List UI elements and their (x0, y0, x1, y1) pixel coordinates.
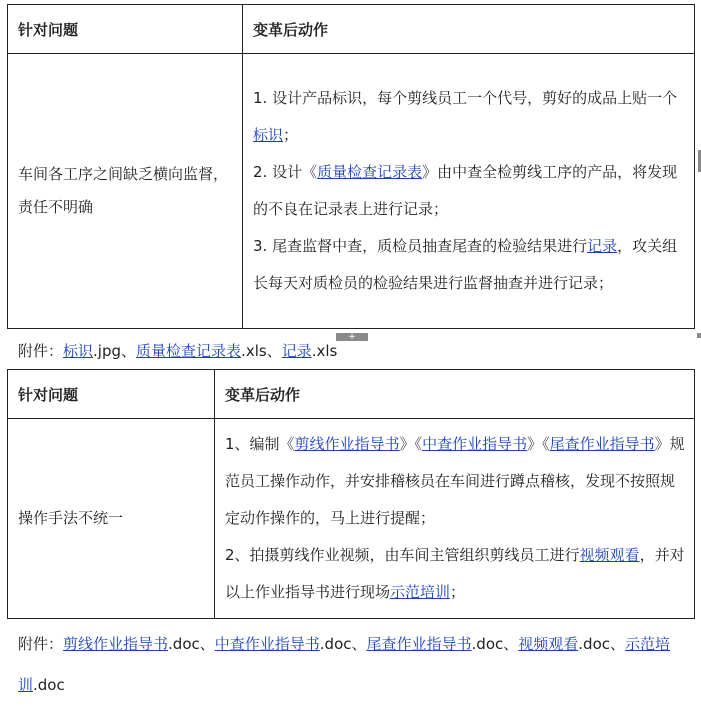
attachment-file-link[interactable]: 示范培训 (18, 635, 671, 694)
table-1-problem-cell: 车间各工序之间缺乏横向监督，责任不明确 (8, 54, 243, 329)
link-video-watch[interactable]: 视频观看 (579, 546, 640, 564)
table-2-header-row (8, 370, 695, 419)
table-1 (7, 4, 695, 329)
attachment-file-link[interactable]: 标识 (63, 342, 94, 360)
table-2-action-cell (215, 419, 695, 619)
table-1-header-row (8, 5, 695, 54)
attachment-file-link[interactable]: 视频观看 (518, 635, 579, 653)
attachment-file-link[interactable]: 剪线作业指导书 (63, 635, 169, 653)
link-demo-training[interactable]: 示范培训 (390, 583, 451, 601)
table-2-header-problem: 针对问题 (8, 370, 215, 419)
table-1-header-action: 变革后动作 (243, 5, 695, 54)
link-cut-guide[interactable]: 剪线作业指导书 (294, 435, 400, 453)
table-2-action-1: 1、编制《剪线作业指导书》《中查作业指导书》《尾查作业指导书》规范员工操作动作，并安排稽核员在车间进行蹲点稽核，发现不按照规定动作操作的，马上进行提醒； (225, 435, 685, 527)
table-1-action-3: 3. 尾查监督中查，质检员抽查尾查的检验结果进行记录，攻关组长每天对质检员的检验结果进行监督抽查并进行记录； (253, 237, 678, 292)
table-2-problem-cell: 操作手法不统一 (8, 419, 215, 619)
attachment-label: 附件： (18, 342, 64, 360)
attachment-file-link[interactable]: 记录 (281, 342, 312, 360)
attachment-file-link[interactable]: 质量检查记录表 (136, 342, 242, 360)
link-end-check-guide[interactable]: 尾查作业指导书 (549, 435, 655, 453)
link-biaoshi[interactable]: 标识 (253, 126, 284, 144)
link-quality-record-sheet[interactable]: 质量检查记录表 (317, 163, 423, 181)
table-1-row (8, 54, 695, 329)
attachment-file-link[interactable]: 尾查作业指导书 (366, 635, 472, 653)
table-2-header-action: 变革后动作 (215, 370, 695, 419)
add-row-button[interactable]: + (336, 333, 368, 341)
table-2 (7, 369, 695, 619)
link-jilu[interactable]: 记录 (587, 237, 618, 255)
attachment-line-2: 附件：剪线作业指导书.doc、中查作业指导书.doc、尾查作业指导书.doc、视频观看.doc、示范培训.doc (18, 635, 671, 694)
table-2-action-2: 2、拍摄剪线作业视频，由车间主管组织剪线员工进行视频观看，并对以上作业指导书进行现场示范培训； (225, 546, 685, 601)
attachment-line-1: 附件：标识.jpg、质量检查记录表.xls、记录.xls (18, 342, 338, 360)
table-1-header-problem: 针对问题 (8, 5, 243, 54)
table-1-action-2: 2. 设计《质量检查记录表》由中查全检剪线工序的产品，将发现的不良在记录表上进行记录； (253, 163, 678, 218)
corner-marker (697, 333, 701, 338)
table-2-row (8, 419, 695, 619)
table-1-action-cell (243, 54, 695, 329)
attachment-label: 附件： (18, 635, 64, 653)
table-1-action-1: 1. 设计产品标识，每个剪线员工一个代号，剪好的成品上贴一个标识； (253, 89, 678, 144)
attachment-file-link[interactable]: 中查作业指导书 (214, 635, 320, 653)
link-mid-check-guide[interactable]: 中查作业指导书 (422, 435, 528, 453)
